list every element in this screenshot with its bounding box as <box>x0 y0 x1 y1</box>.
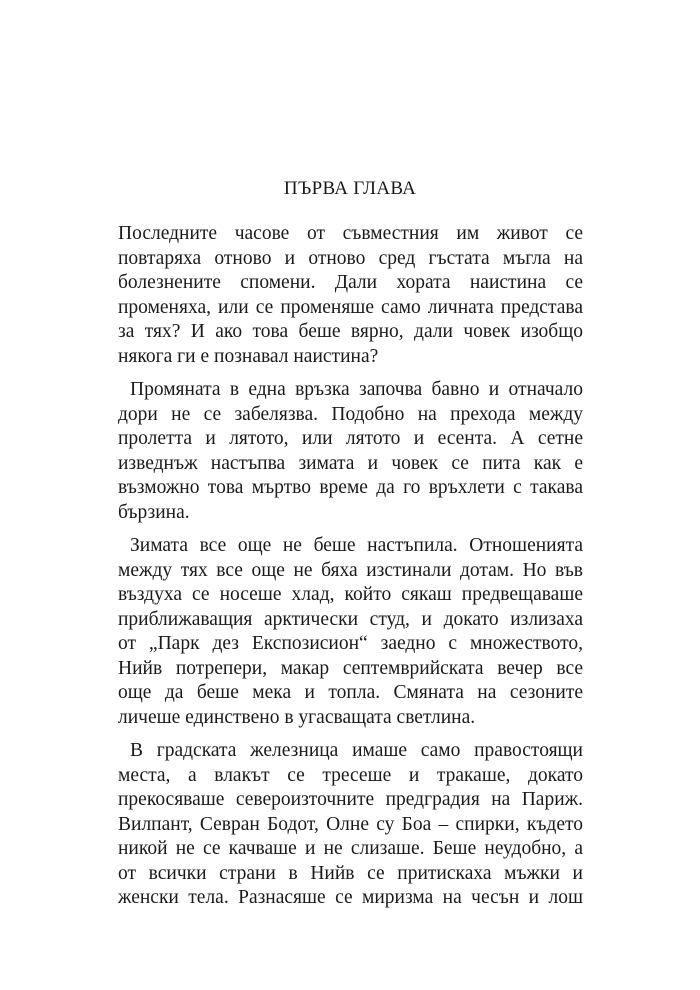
text-line: още да беше мека и топла. Смяната на сезоните <box>118 682 583 703</box>
text-line: В градската железница имаше само правостоящи <box>130 740 583 761</box>
chapter-body <box>118 222 583 920</box>
text-line: Зимата все още не беше настъпила. Отношенията <box>130 535 583 556</box>
text-line: пролетта и лятото, или лятото и есента. А сетне <box>118 428 583 449</box>
text-line: прекосяваше североизточните предградия на Париж. <box>118 789 583 810</box>
text-line: места, а влакът се тресеше и тракаше, докато <box>118 764 583 786</box>
text-line: дори не се забелязва. Подобно на прехода между <box>118 403 583 425</box>
text-line: повтаряха отново и отново сред гъстата мъгла на <box>118 247 583 269</box>
paragraph-1 <box>118 222 583 369</box>
text-line: Нийв потрепери, макар септемврийската вечер все <box>118 657 583 679</box>
text-line: женски тела. Разнасяше се миризма на чесън и лош <box>118 887 583 908</box>
text-line: възможно това мъртво време да го връхлети с такава <box>118 477 583 498</box>
text-line: въздуха се носеше хлад, който сякаш предвещаваше <box>118 584 583 605</box>
text-line: никой не се качваше и не слизаше. Беше неудобно, а <box>118 838 583 859</box>
text-line: от всички страни в Нийв се притискаха мъжки и <box>118 862 583 884</box>
text-line: за тях? И ако това беше вярно, дали човек изобщо <box>118 321 583 342</box>
text-line: личеше единствено в угасващата светлина. <box>118 706 476 728</box>
paragraph-3 <box>118 534 583 730</box>
text-line: болезнените спомени. Дали хората наистина се <box>118 272 583 293</box>
paragraph-2 <box>118 378 583 525</box>
text-line: Последните часове от съвместния им живот се <box>118 223 583 244</box>
text-line: между тях все още не бяха изстинали дотам. Но във <box>118 559 583 581</box>
paragraph-4 <box>118 739 583 911</box>
chapter-title: ПЪРВА ГЛАВА <box>283 178 417 199</box>
text-line: Промяната в една връзка започва бавно и отначало <box>130 379 583 400</box>
text-line: променяха, или се променяше само личната представа <box>118 296 583 318</box>
text-line: приближаващия арктически студ, и докато излизаха <box>118 608 583 630</box>
text-line: някога ги е познавал наистина? <box>118 345 379 367</box>
text-line: от „Парк дез Експозисион“ заедно с множеството, <box>118 633 583 654</box>
text-line: Вилпант, Севран Бодот, Олне су Боа – спирки, където <box>118 813 583 835</box>
text-line: изведнъж настъпва зимата и човек се пита как е <box>118 452 583 474</box>
text-line: бързина. <box>118 501 190 523</box>
